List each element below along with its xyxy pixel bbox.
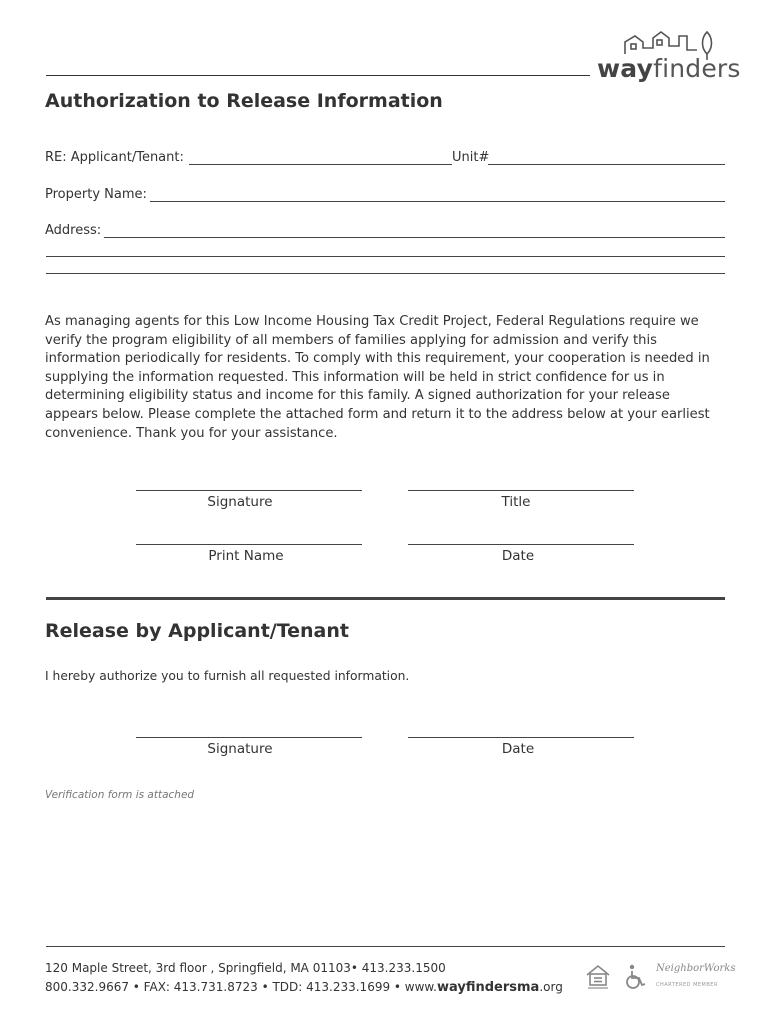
header-rule: [46, 75, 590, 76]
footer-address: 120 Maple Street, 3rd floor , Springfield, MA 01103• 413.233.1500: [45, 961, 446, 975]
footer-website-suffix: .org: [539, 980, 563, 994]
equal-housing-opportunity-icon: [585, 963, 611, 991]
wayfinders-logo: [597, 54, 741, 83]
address-field-line-3[interactable]: [46, 273, 725, 274]
address-field-line[interactable]: [104, 237, 725, 238]
agent-title-line[interactable]: [408, 490, 634, 491]
verification-note: Verification form is attached: [45, 789, 195, 801]
address-field-line-2[interactable]: [46, 256, 725, 257]
agent-print-name-label: Print Name: [208, 548, 284, 564]
unit-field-line[interactable]: [488, 164, 725, 165]
tenant-date-line[interactable]: [408, 737, 634, 738]
release-paragraph: As managing agents for this Low Income Housing Tax Credit Project, Federal Regulations require we verify the program eligibility of all members of families applying for admission and verify this information periodically for residents. To comply with this requirement, your cooperation is needed in supplying the information requested. This information will be held in strict confidence for us in determining eligibility status and income for this family. A signed authorization for your release appears below. Please complete the attached form and return it to the address below at your earliest convenience. Thank you for your assistance.: [45, 314, 710, 441]
footer-contact-prefix: 800.332.9667 • FAX: 413.731.8723 • TDD: 413.233.1699 • www.: [45, 980, 437, 994]
agent-date-line[interactable]: [408, 544, 634, 545]
logo-finders: finders: [653, 54, 741, 83]
property-name-field-line[interactable]: [150, 201, 725, 202]
property-name-label: Property Name:: [45, 187, 147, 202]
agent-title-label: Title: [501, 494, 531, 510]
address-label: Address:: [45, 223, 102, 238]
footer-rule: [46, 946, 725, 947]
agent-signature-line[interactable]: [136, 490, 362, 491]
authorization-statement: I hereby authorize you to furnish all requested information.: [45, 669, 410, 683]
neighborworks-logo: NeighborWorks: [656, 963, 736, 974]
tenant-signature-label: Signature: [207, 741, 273, 757]
release-section-title: Release by Applicant/Tenant: [45, 620, 349, 642]
unit-label: Unit#: [452, 150, 490, 165]
footer-contact: [45, 980, 563, 995]
applicant-label: RE: Applicant/Tenant:: [45, 150, 184, 165]
tenant-date-label: Date: [501, 741, 535, 757]
section-divider: [46, 597, 725, 600]
neighborworks-subtext: CHARTERED MEMBER: [656, 982, 718, 988]
agent-date-label: Date: [501, 548, 535, 564]
tenant-signature-line[interactable]: [136, 737, 362, 738]
applicant-field-line[interactable]: [189, 164, 452, 165]
agent-signature-label: Signature: [207, 494, 273, 510]
logo-way: way: [597, 54, 654, 83]
agent-print-name-line[interactable]: [136, 544, 362, 545]
page-title: Authorization to Release Information: [45, 90, 443, 112]
wheelchair-accessibility-icon: [622, 963, 648, 991]
footer-website-brand[interactable]: wayfindersma: [436, 980, 540, 995]
